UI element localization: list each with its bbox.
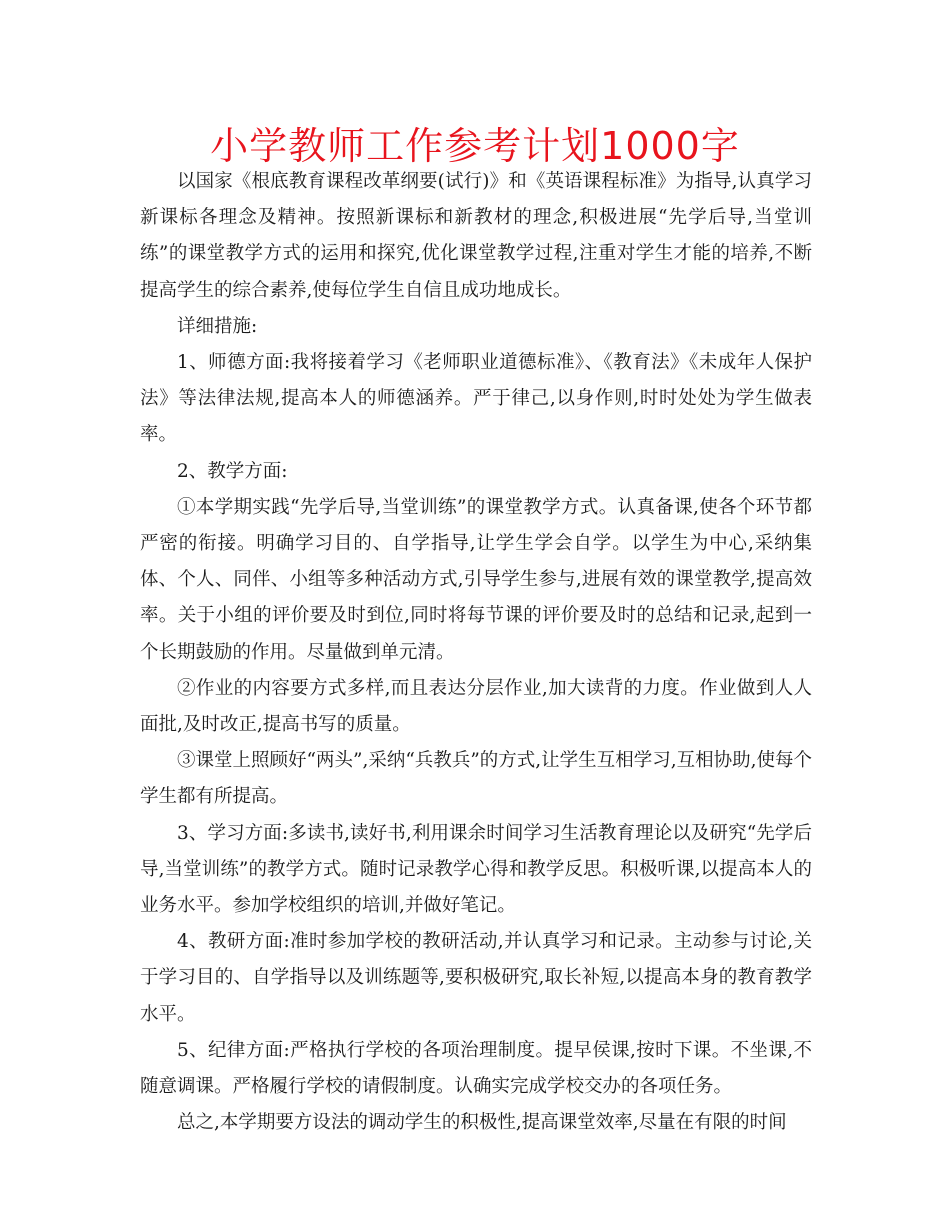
document-title: 小学教师工作参考计划1000字 — [210, 124, 740, 168]
research-paragraph: 4、教研方面:准时参加学校的教研活动,并认真学习和记录。主动参与讨论,关于学习目的、自学指导以及训练题等,要积极研究,取长补短,以提高本身的教育教学水平。 — [140, 931, 812, 1025]
document-body — [140, 164, 812, 1141]
summary-paragraph: 总之,本学期要方设法的调动学生的积极性,提高课堂效率,尽量在有限的时间 — [177, 1112, 787, 1134]
teaching-item-1: ①本学期实践“先学后导,当堂训练”的课堂教学方式。认真备课,使各个环节都严密的衔接。明确学习目的、自学指导,让学生学会自学。以学生为中心,采纳集体、个人、同伴、小组等多种活动方式,引导学生参与,进展有效的课堂教学,提高效率。关于小组的评价要及时到位,同时将每节课的评价要及时的总结和记录,起到一个长期鼓励的作用。尽量做到单元清。 — [140, 496, 812, 663]
teaching-item-2: ②作业的内容要方式多样,而且表达分层作业,加大读背的力度。作业做到人人面批,及时改正,提高书写的质量。 — [140, 677, 812, 736]
measures-heading: 详细措施: — [177, 315, 258, 337]
intro-paragraph: 以国家《根底教育课程改革纲要(试行)》和《英语课程标准》为指导,认真学习新课标各理念及精神。按照新课标和新教材的理念,积极进展“先学后导,当堂训练”的课堂教学方式的运用和探究,优化课堂教学过程,注重对学生才能的培养,不断提高学生的综合素养,使每位学生自信且成功地成长。 — [140, 171, 812, 301]
teaching-item-3: ③课堂上照顾好“两头”,采纳“兵教兵”的方式,让学生互相学习,互相协助,使每个学生都有所提高。 — [140, 750, 812, 808]
ethics-paragraph: 1、师德方面:我将接着学习《老师职业道德标准》、《教育法》《未成年人保护法》等法律法规,提高本人的师德涵养。严于律己,以身作则,时时处处为学生做表率。 — [140, 352, 812, 446]
study-paragraph: 3、学习方面:多读书,读好书,利用课余时间学习生活教育理论以及研究“先学后导,当堂训练”的教学方式。随时记录教学心得和教学反思。积极听课,以提高本人的业务水平。参加学校组织的培训,并做好笔记。 — [140, 822, 812, 917]
teaching-heading: 2、教学方面: — [177, 460, 288, 482]
discipline-paragraph: 5、纪律方面:严格执行学校的各项治理制度。提早侯课,按时下课。不坐课,不随意调课。严格履行学校的请假制度。认确实完成学校交办的各项任务。 — [140, 1039, 812, 1098]
